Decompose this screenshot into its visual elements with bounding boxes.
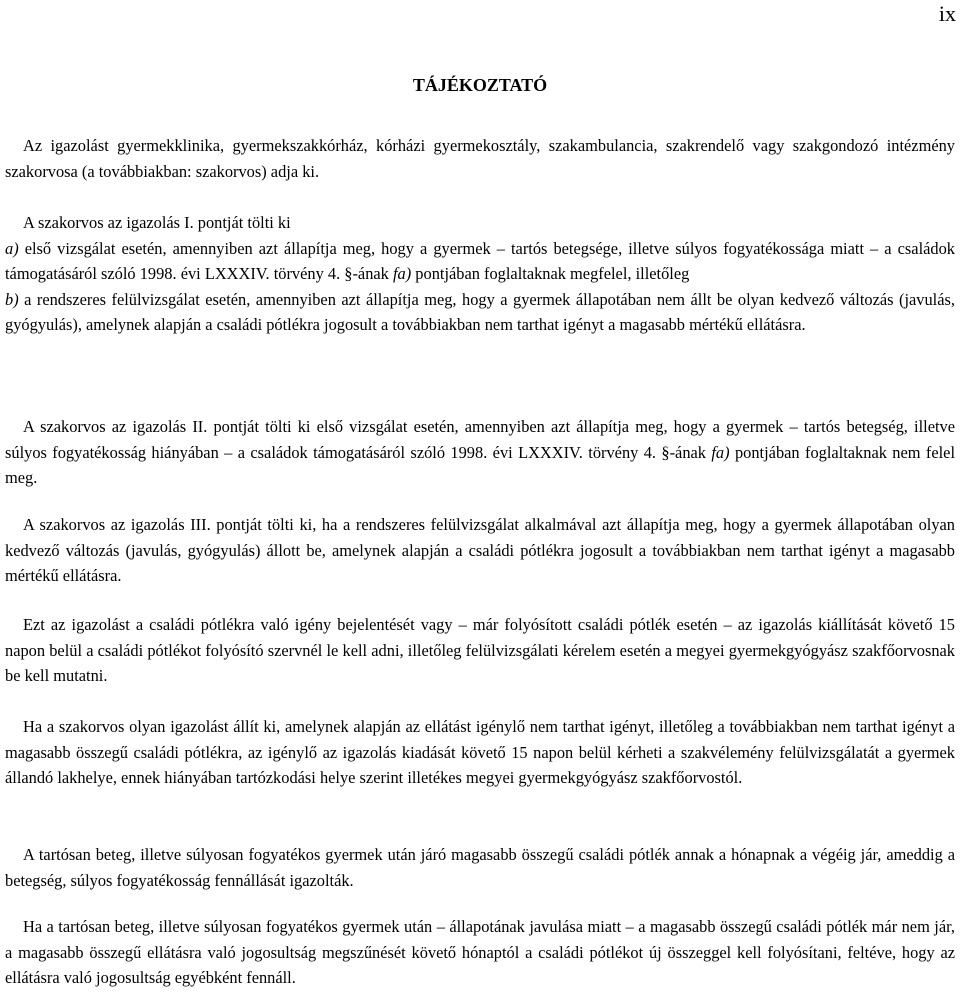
page-number: ix: [938, 1, 956, 26]
point-ii-text-end: pontjában foglaltaknak nem felel meg.: [5, 442, 956, 488]
point-ii-fa-reference: fa): [711, 442, 730, 462]
point-iii-text: A szakorvos az igazolás III. pontját tölti ki, ha a rendszeres felülvizsgálat alkalmával azt állapítja meg, hogy a gyermek állapotában olyan kedvező változás (javulás, gyógyulás) állott be, amelynek alapján a családi pótlékra jogosult a továbbiakban nem tarthat igényt a magasabb mértékű ellátásra.: [5, 515, 955, 586]
item-a-text-start: első vizsgálat esetén, amennyiben azt állapítja meg, hogy a gyermek – tartós betegsége, illetve súlyos fogyatékossága miatt – a családok támogatásáról szóló 1998. évi LXXXIV. törvény 4. §-ának: [5, 238, 955, 284]
point-i-intro: A szakorvos az igazolás I. pontját tölti ki: [23, 213, 291, 232]
section-point-iii: [5, 512, 955, 589]
item-b-label: b): [5, 289, 19, 309]
paragraph-issuer: [5, 133, 955, 184]
paragraph-issuer-text: Az igazolást gyermekklinika, gyermekszakkórház, kórházi gyermekosztály, szakambulancia, szakrendelő vagy szakgondozó intézmény szakorvosa (a továbbiakban: szakorvos) adja ki.: [5, 136, 955, 181]
document-title: TÁJÉKOZTATÓ: [412, 75, 548, 95]
item-a-text-end: pontjában foglaltaknak megfelel, illetőleg: [411, 264, 690, 284]
point-i-item-b: [5, 287, 955, 338]
section-point-ii: [5, 414, 955, 491]
appeal-text: Ha a szakorvos olyan igazolást állít ki, amelynek alapján az ellátást igénylő nem tarthat igényt, illetőleg a továbbiakban nem tarthat igényt a magasabb összegű családi pótlékra, az igénylő az igazolás kiadását követő 15 napon belül kérheti a szakvélemény felülvizsgálatát a gyermek állandó lakhelye, ennek hiányában tartózkodási helye szerint illetékes megyei gyermekgyógyász szakfőorvostól.: [5, 717, 955, 788]
point-ii-text: [5, 414, 955, 491]
entitlement-duration-text: A tartósan beteg, illetve súlyosan fogyatékos gyermek után járó magasabb összegű családi pótlék annak a hónapnak a végéig jár, ameddig a betegség, súlyos fogyatékosság fennállását igazolták.: [5, 845, 955, 890]
item-a-fa-reference: fa): [392, 264, 412, 284]
entitlement-end-text: Ha a tartósan beteg, illetve súlyosan fogyatékos gyermek után – állapotának javulása miatt – a magasabb összegű családi pótlék már nem jár, a magasabb összegű ellátásra való jogosultság megszűnését követő hónaptól a családi pótlékot új összeggel kell folyósítani, feltéve, hogy az ellátásra való jogosultság egyébként fennáll.: [5, 917, 955, 988]
paragraph-submission: [5, 612, 955, 689]
point-ii-text-start: A szakorvos az igazolás II. pontját tölti ki első vizsgálat esetén, amennyiben azt állapítja meg, hogy a gyermek – tartós betegség, illetve súlyos fogyatékosság hiányában – a családok támogatásáról szóló 1998. évi LXXXIV. törvény 4. §-ának: [5, 417, 955, 462]
item-b-text: a rendszeres felülvizsgálat esetén, amennyiben azt állapítja meg, hogy a gyermek állapotában nem állt be olyan kedvező változás (javulás, gyógyulás), amelynek alapján a családi pótlékra jogosult a továbbiakban nem tarthat igényt a magasabb mértékű ellátásra.: [5, 289, 955, 335]
point-i-item-a: [5, 236, 955, 287]
paragraph-appeal: [5, 714, 955, 791]
item-a-label: a): [5, 238, 19, 258]
section-point-i: [5, 210, 955, 338]
paragraph-entitlement-duration: [5, 842, 955, 893]
submission-text: Ezt az igazolást a családi pótlékra való igény bejelentését vagy – már folyósított családi pótlék esetén – az igazolás kiállítását követő 15 napon belül a családi pótlékot folyósító szervnél le kell adni, illetőleg felülvizsgálati kérelem esetén a megyei gyermekgyógyász szakfőorvosnak be kell mutatni.: [5, 615, 955, 686]
paragraph-entitlement-end: [5, 914, 955, 991]
